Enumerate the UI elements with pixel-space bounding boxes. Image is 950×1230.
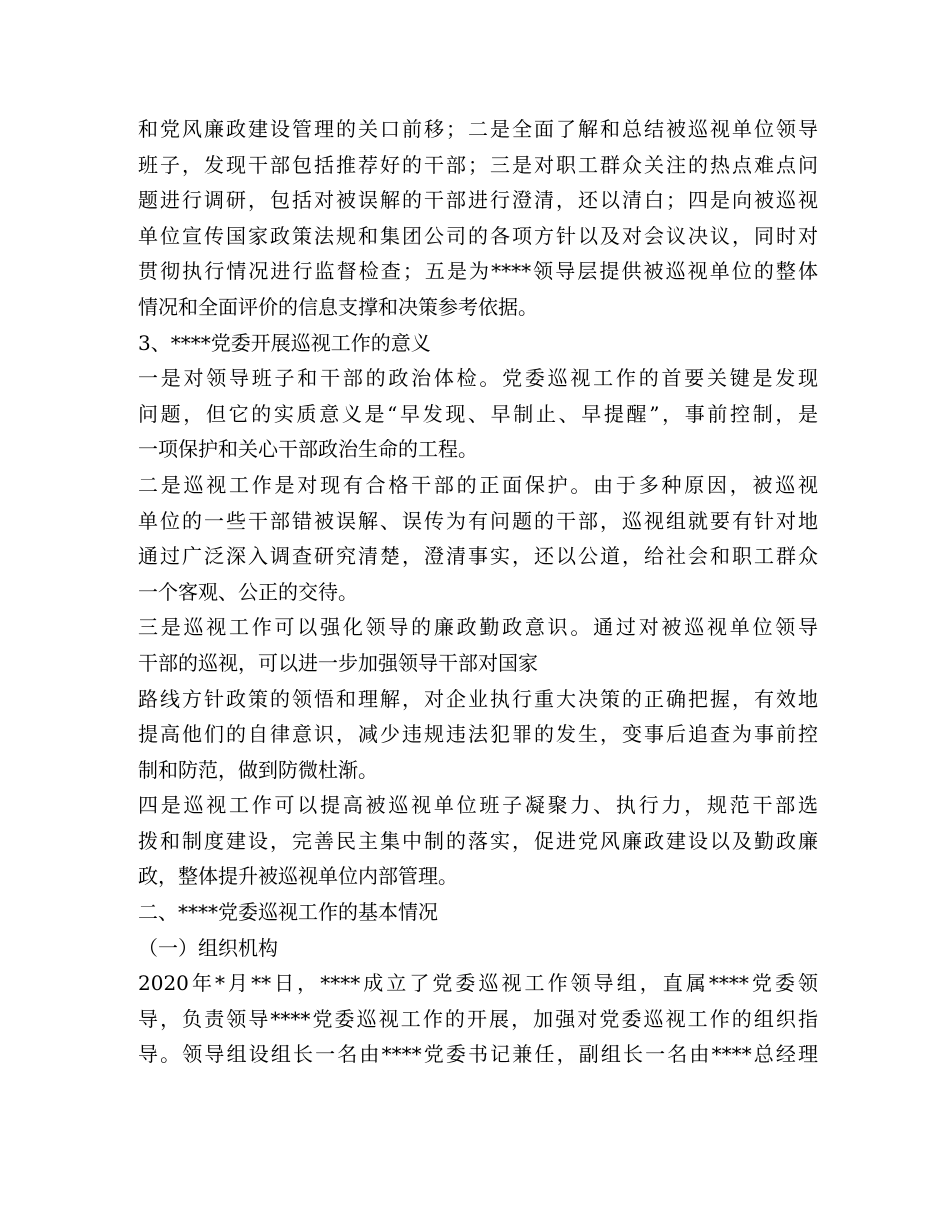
text-line: 一个客观、公正的交待。 xyxy=(138,579,358,604)
text-line: 和党风廉政建设管理的关口前移；二是全面了解和总结被巡视单位领导 xyxy=(138,117,818,141)
text-line: 3、****党委开展巡视工作的意义 xyxy=(138,330,431,355)
text-line: 单位的一些干部错被误解、误传为有问题的干部，巡视组就要有针对地 xyxy=(138,508,818,533)
text-line: 单位宣传国家政策法规和集团公司的各项方针以及对会议决议，同时对 xyxy=(138,223,818,248)
text-line: 干部的巡视，可以进一步加强领导干部对国家 xyxy=(138,650,538,675)
text-line: 政，整体提升被巡视单位内部管理。 xyxy=(138,864,458,889)
text-line: 题进行调研，包括对被误解的干部进行澄清，还以清白；四是向被巡视 xyxy=(138,188,818,213)
document-body xyxy=(138,112,818,1073)
text-line: 制和防范，做到防微杜渐。 xyxy=(138,757,378,782)
text-line: 拨和制度建设，完善民主集中制的落实，促进党风廉政建设以及勤政廉 xyxy=(138,828,818,853)
text-line: 2020年*月**日，****成立了党委巡视工作领导组，直属****党委领 xyxy=(138,971,818,996)
text-line: 情况和全面评价的信息支撑和决策参考依据。 xyxy=(138,294,538,319)
text-line: 二、****党委巡视工作的基本情况 xyxy=(138,900,438,925)
text-line: 提高他们的自律意识，减少违规违法犯罪的发生，变事后追查为事前控 xyxy=(138,722,818,747)
text-line: 一是对领导班子和干部的政治体检。党委巡视工作的首要关键是发现 xyxy=(138,366,818,391)
text-line: 班子，发现干部包括推荐好的干部；三是对职工群众关注的热点难点问 xyxy=(138,152,818,177)
text-line: 路线方针政策的领悟和理解，对企业执行重大决策的正确把握，有效地 xyxy=(138,686,818,711)
text-line: 三是巡视工作可以强化领导的廉政勤政意识。通过对被巡视单位领导 xyxy=(138,615,818,640)
text-line: 通过广泛深入调查研究清楚，澄清事实，还以公道，给社会和职工群众 xyxy=(138,544,818,569)
text-line: 一项保护和关心干部政治生命的工程。 xyxy=(138,437,478,462)
text-line: 四是巡视工作可以提高被巡视单位班子凝聚力、执行力，规范干部选 xyxy=(138,793,818,818)
text-line: 贯彻执行情况进行监督检查；五是为****领导层提供被巡视单位的整体 xyxy=(138,259,818,284)
text-line: 导，负责领导****党委巡视工作的开展，加强对党委巡视工作的组织指 xyxy=(138,1006,818,1031)
text-line: （一）组织机构 xyxy=(138,935,278,960)
text-line: 二是巡视工作是对现有合格干部的正面保护。由于多种原因，被巡视 xyxy=(138,472,818,497)
text-line: 导。领导组设组长一名由****党委书记兼任，副组长一名由****总经理 xyxy=(138,1042,818,1067)
text-line: 问题，但它的实质意义是“早发现、早制止、早提醒”，事前控制，是 xyxy=(138,401,818,426)
